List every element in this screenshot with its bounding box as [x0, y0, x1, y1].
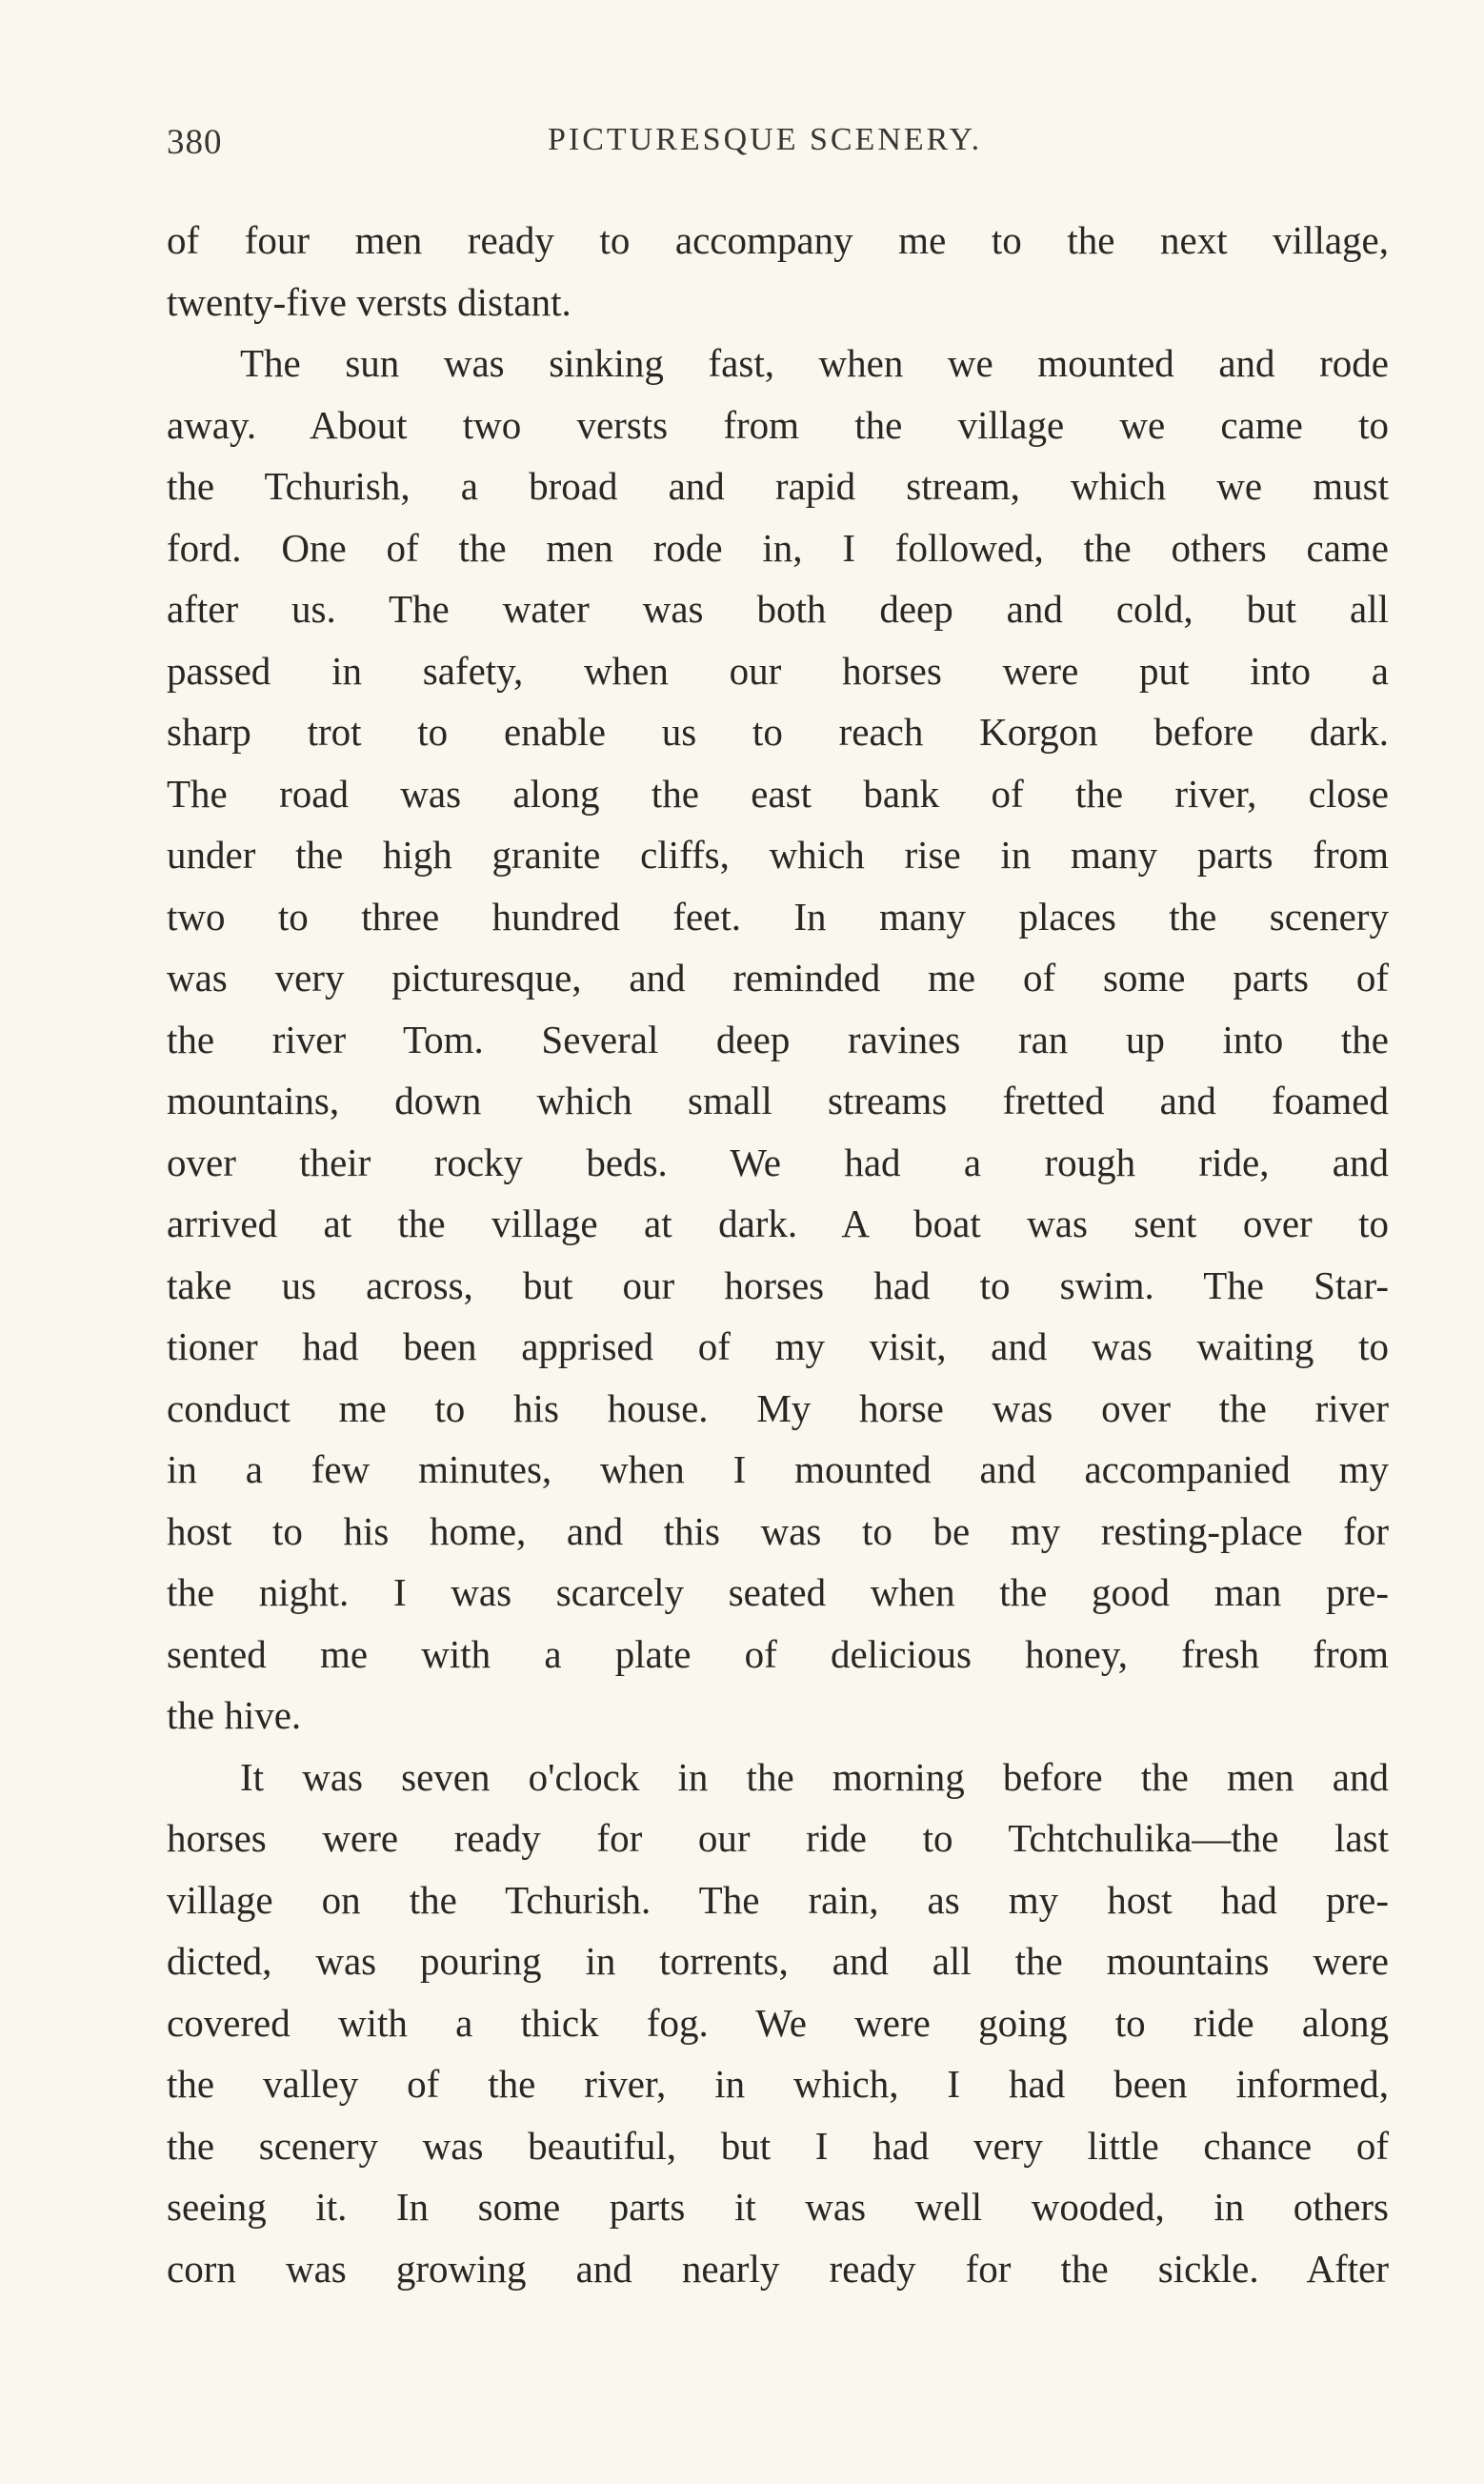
text-line: It was seven o'clock in the morning before the men and [240, 1754, 1389, 1799]
text-line: tioner had been apprised of my visit, and was waiting to [167, 1324, 1389, 1368]
text-line: The road was along the east bank of the river, close [167, 771, 1389, 816]
text-line: of four men ready to accompany me to the next village, [167, 218, 1389, 262]
text-line: under the high granite cliffs, which rise in many parts from [167, 833, 1389, 877]
text-line: was very picturesque, and reminded me of some parts of [167, 956, 1389, 1000]
text-line: the Tchurish, a broad and rapid stream, which we must [167, 464, 1389, 508]
text-line: dicted, was pouring in torrents, and all the mountains were [167, 1939, 1389, 1983]
running-head: PICTURESQUE SCENERY. [548, 122, 983, 157]
text-line: The sun was sinking fast, when we mounted and rode [240, 341, 1389, 385]
text-line: village on the Tchurish. The rain, as my host had pre- [167, 1877, 1389, 1922]
text-line: in a few minutes, when I mounted and accompanied my [167, 1447, 1389, 1491]
text-line: horses were ready for our ride to Tchtchulika—the last [167, 1816, 1389, 1860]
text-line: the hive. [167, 1693, 302, 1737]
text-line: the valley of the river, in which, I had been informed, [167, 2062, 1389, 2106]
text-line: host to his home, and this was to be my resting-place for [167, 1508, 1389, 1553]
text-line: away. About two versts from the village we came to [167, 402, 1389, 447]
text-line: after us. The water was both deep and cold, but all [167, 587, 1389, 631]
text-line: corn was growing and nearly ready for the sickle. After [167, 2246, 1389, 2291]
text-line: mountains, down which small streams fretted and foamed [167, 1079, 1389, 1122]
text-line: seeing it. In some parts it was well wooded, in others [167, 2185, 1389, 2229]
text-line: passed in safety, when our horses were put into a [167, 648, 1389, 693]
text-line: twenty-five versts distant. [167, 279, 572, 324]
text-line: sented me with a plate of delicious honey, fresh from [167, 1631, 1389, 1676]
text-line: the scenery was beautiful, but I had very little chance of [167, 2123, 1389, 2168]
body-text [167, 210, 1389, 2299]
page-header [167, 122, 1389, 170]
page-number: 380 [167, 123, 223, 162]
text-line: the night. I was scarcely seated when the good man pre- [167, 1570, 1389, 1614]
text-line: sharp trot to enable us to reach Korgon before dark. [167, 710, 1389, 754]
text-line: ford. One of the men rode in, I followed, the others came [167, 525, 1389, 570]
text-line: over their rocky beds. We had a rough ride, and [167, 1140, 1389, 1184]
text-line: covered with a thick fog. We were going to ride along [167, 2000, 1389, 2045]
text-line: two to three hundred feet. In many places the scenery [167, 894, 1389, 939]
text-line: arrived at the village at dark. A boat was sent over to [167, 1202, 1389, 1245]
text-line: conduct me to his house. My horse was over the river [167, 1385, 1389, 1430]
text-line: take us across, but our horses had to swim. The Star- [167, 1262, 1389, 1307]
text-line: the river Tom. Several deep ravines ran up into the [167, 1017, 1389, 1061]
